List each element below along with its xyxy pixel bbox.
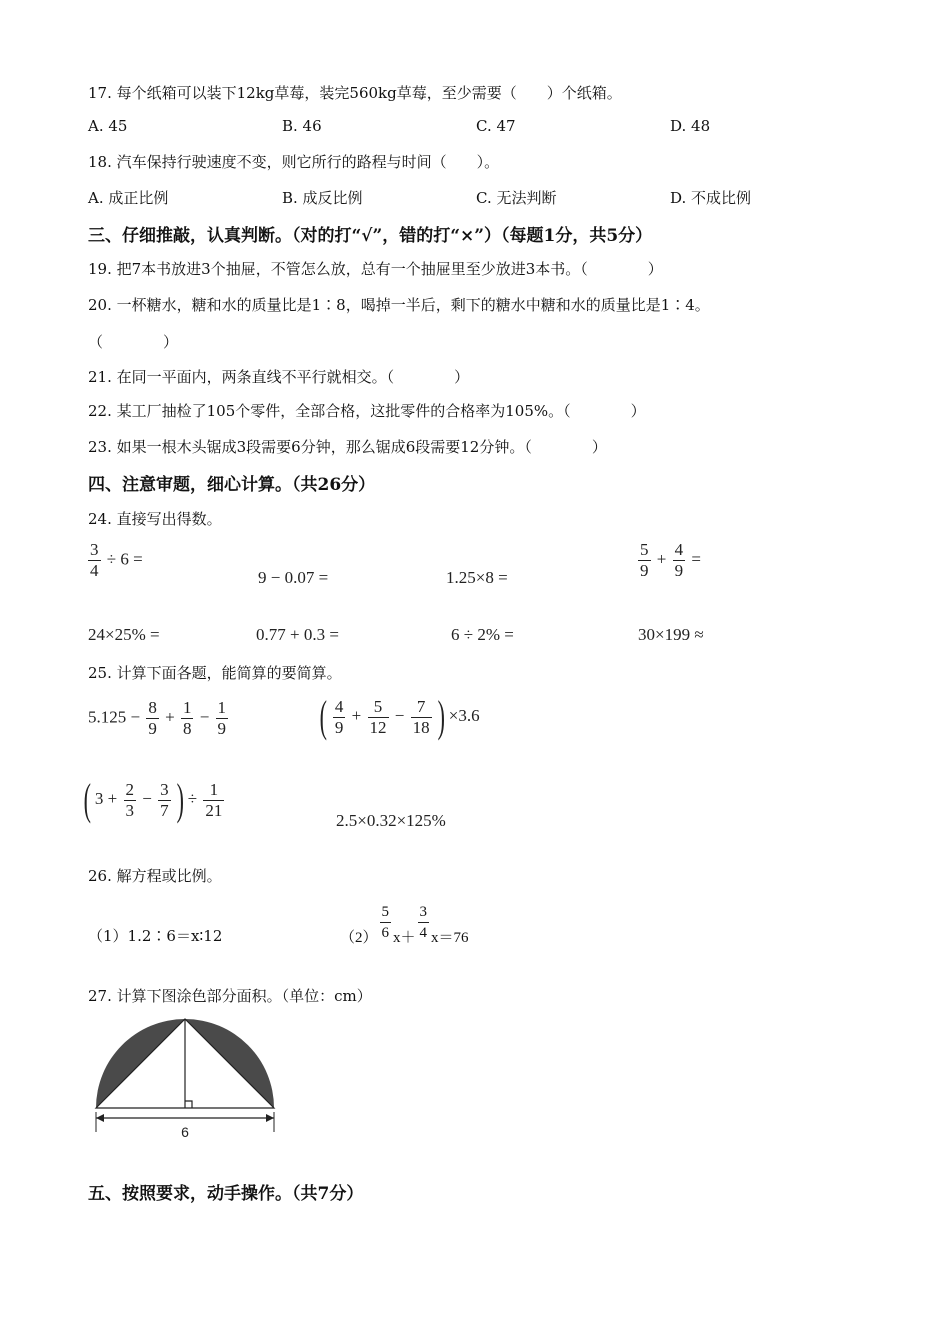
- section4-title: 四、注意审题，细心计算。（共26分）: [88, 475, 376, 495]
- q25-expr-1: 5.125 − $\frac{8}{9}$ + $\frac{1}{8}$ − $\frac{1}{9}$: [88, 698, 227, 738]
- q17-option-d: D. 48: [670, 117, 711, 135]
- q24-calc-4: $\frac{5}{9}$ + $\frac{4}{9}$ =: [640, 540, 701, 580]
- q24-calc-8: 30×199 ≈: [638, 625, 704, 644]
- q22: 22. 某工厂抽检了105个零件，全部合格，这批零件的合格率为105%。（ ）: [88, 402, 646, 420]
- q26-problem-2: （2） $\frac{5}{6}$ x＋ $\frac{3}{4}$ x＝76: [340, 904, 469, 946]
- q20-line1: 20. 一杯糖水，糖和水的质量比是1∶8，喝掉一半后，剩下的糖水中糖和水的质量比是1∶4。: [88, 296, 710, 314]
- q25-expr-4: 2.5×0.32×125%: [336, 811, 446, 830]
- q24-calc-7: 6 ÷ 2% =: [451, 625, 514, 644]
- q17-stem: 17. 每个纸箱可以装下12kg草莓，装完560kg草莓，至少需要（ ）个纸箱。: [88, 84, 622, 102]
- dimension-label: 6: [181, 1124, 189, 1140]
- q25-stem: 25. 计算下面各题，能简算的要简算。: [88, 664, 342, 682]
- section3-title: 三、仔细推敲，认真判断。（对的打“√”，错的打“×”）（每题1分，共5分）: [88, 226, 653, 246]
- q17-option-b: B. 46: [282, 117, 322, 135]
- q24-calc-5: 24×25% =: [88, 625, 160, 644]
- q17-option-c: C. 47: [476, 117, 516, 135]
- q18-option-c: C. 无法判断: [476, 189, 557, 207]
- q24-calc-3: 1.25×8 =: [446, 568, 508, 587]
- q24-calc-6: 0.77 + 0.3 =: [256, 625, 339, 644]
- q26-problem-1: （1）1.2∶6＝x∶12: [88, 927, 223, 945]
- q18-option-a: A. 成正比例: [88, 189, 169, 207]
- q24-stem: 24. 直接写出得数。: [88, 510, 222, 528]
- q19: 19. 把7本书放进3个抽屉，不管怎么放，总有一个抽屉里至少放进3本书。（ ）: [88, 260, 663, 278]
- q24-calc-2: 9 − 0.07 =: [258, 568, 329, 587]
- q20-line2: （ ）: [88, 333, 179, 351]
- q27-stem: 27. 计算下图涂色部分面积。（单位：cm）: [88, 987, 372, 1005]
- q21: 21. 在同一平面内，两条直线不平行就相交。（ ）: [88, 368, 470, 386]
- q17-option-a: A. 45: [88, 117, 128, 135]
- semicircle-figure: [90, 1012, 280, 1142]
- q26-stem: 26. 解方程或比例。: [88, 867, 222, 885]
- q24-calc-1: $\frac{3}{4}$ ÷ 6 =: [90, 540, 143, 580]
- q18-option-b: B. 成反比例: [282, 189, 363, 207]
- q25-expr-2: ( $\frac{4}{9}$ + $\frac{5}{12}$ − $\frac{7}{18}$ ) ×3.6: [319, 692, 480, 741]
- section5-title: 五、按照要求，动手操作。（共7分）: [88, 1184, 364, 1204]
- q25-expr-3: ( 3 + $\frac{2}{3}$ − $\frac{3}{7}$ ) ÷ $\frac{1}{21}$: [83, 775, 223, 824]
- q18-option-d: D. 不成比例: [670, 189, 752, 207]
- q18-stem: 18. 汽车保持行驶速度不变，则它所行的路程与时间（ ）。: [88, 153, 500, 171]
- q23: 23. 如果一根木头锯成3段需要6分钟，那么锯成6段需要12分钟。（ ）: [88, 438, 607, 456]
